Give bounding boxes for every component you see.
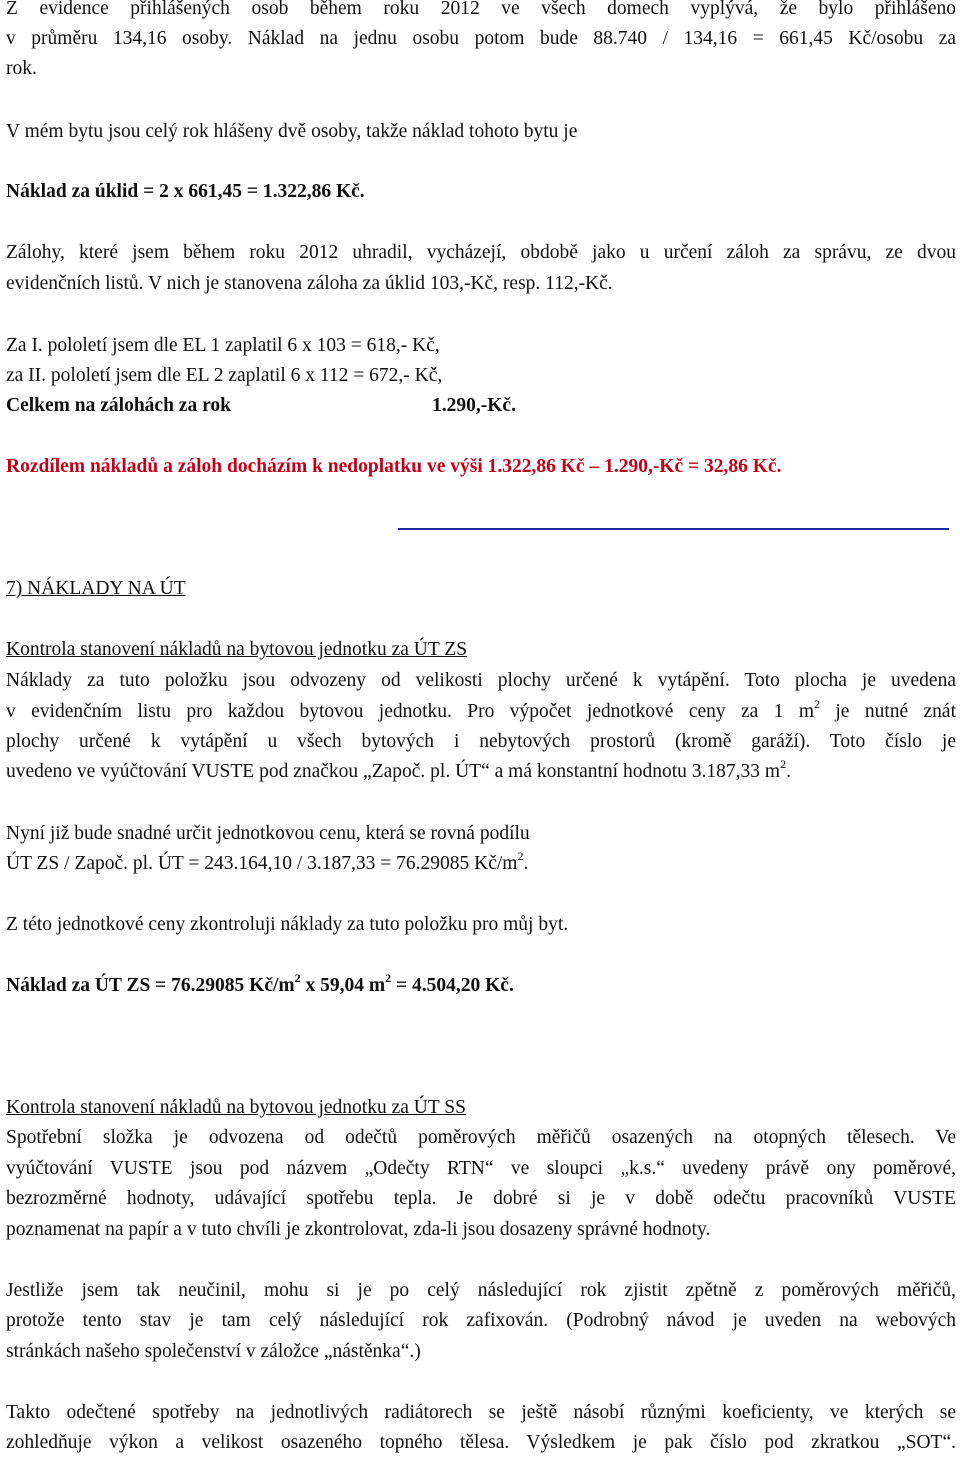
paragraph-line: Zálohy, které jsem během roku 2012 uhradil, vycházejí, obdobě jako u určení záloh za správu, ze dvou — [6, 242, 956, 263]
subsection-heading: Kontrola stanovení nákladů na bytovou jednotku za ÚT ZS — [6, 639, 468, 660]
paragraph-line: v evidenčním listu pro každou bytovou jednotku. Pro výpočet jednotkové ceny za 1 $m^2$ je nutné znát — [6, 696, 956, 722]
advance-line-2: za II. pololetí jsem dle EL 2 zaplatil 6 x 112 = 672,- Kč, — [6, 365, 443, 386]
paragraph-line: evidenčních listů. V nich je stanovena záloha za úklid 103,-Kč, resp. 112,-Kč. — [6, 273, 613, 294]
paragraph-line: ÚT ZS / Započ. pl. ÚT = 243.164,10 / 3.187,33 = 76.29085 $Kč/m^2$. — [6, 848, 529, 874]
paragraph-line: Náklady za tuto položku jsou odvozeny od velikosti plochy určené k vytápění. Toto plocha je uvedena — [6, 670, 956, 691]
paragraph-line: plochy určené k vytápění u všech bytových i nebytových prostorů (kromě garáží). Toto číslo je — [6, 731, 956, 752]
paragraph-line: V mém bytu jsou celý rok hlášeny dvě osoby, takže náklad tohoto bytu je — [6, 121, 578, 142]
paragraph-line: poznamenat na papír a v tuto chvíli je zkontrolovat, zda-li jsou dosazeny správné hodnoty. — [6, 1219, 711, 1240]
paragraph-line: Takto odečtené spotřeby na jednotlivých radiátorech se ještě násobí různými koeficienty, ve kterých se — [6, 1402, 956, 1423]
paragraph-line: Z této jednotkové ceny zkontroluji náklady za tuto položku pro můj byt. — [6, 914, 569, 935]
separator-line — [398, 528, 949, 530]
paragraph-line: rok. — [6, 58, 37, 79]
paragraph-line: Spotřební složka je odvozena od odečtů poměrových měřičů osazených na otopných tělesech. Ve — [6, 1127, 956, 1148]
paragraph-line: Nyní již bude snadné určit jednotkovou cenu, která se rovná podílu — [6, 823, 530, 844]
paragraph-line: v průměru 134,16 osoby. Náklad na jednu osobu potom bude 88.740 / 134,16 = 661,45 Kč/osobu za — [6, 28, 956, 49]
paragraph-line: uvedeno ve vyúčtování VUSTE pod značkou „Započ. pl. ÚT“ a má konstantní hodnotu 3.187,33 $m^2$. — [6, 756, 791, 782]
paragraph-line: zohledňuje výkon a velikost osazeného topného tělesa. Výsledkem je pak číslo pod zkratkou „SOT“. — [6, 1432, 956, 1453]
paragraph-line: bezrozměrné hodnoty, udávající spotřebu tepla. Je dobré si je v době odečtu pracovníků VUSTE — [6, 1188, 956, 1209]
cleaning-cost-line: Náklad za úklid = 2 x 661,45 = 1.322,86 Kč. — [6, 181, 365, 202]
paragraph-line: vyúčtování VUSTE jsou pod názvem „Odečty RTN“ ve sloupci „k.s.“ uvedeny právě ony poměrové, — [6, 1158, 956, 1179]
section-title: 7) NÁKLADY NA ÚT — [6, 578, 186, 599]
paragraph-line: Z evidence přihlášených osob během roku 2012 ve všech domech vyplývá, že bylo přihlášeno — [6, 0, 956, 19]
paragraph-line: stránkách našeho společenství v záložce „nástěnka“.) — [6, 1341, 421, 1362]
difference-line: Rozdílem nákladů a záloh docházím k nedoplatku ve výši 1.322,86 Kč – 1.290,-Kč = 32,86 Kč. — [6, 456, 782, 477]
subsection-heading: Kontrola stanovení nákladů na bytovou jednotku za ÚT SS — [6, 1097, 466, 1118]
advance-total-label: Celkem na zálohách za rok — [6, 395, 231, 416]
advance-line-1: Za I. pololetí jsem dle EL 1 zaplatil 6 x 103 = 618,- Kč, — [6, 335, 440, 356]
paragraph-line: Jestliže jsem tak neučinil, mohu si je po celý následující rok zjistit zpětně z poměrových měřičů, — [6, 1280, 956, 1301]
paragraph-line: protože tento stav je tam celý následující rok zafixován. (Podrobný návod je uveden na webových — [6, 1310, 956, 1331]
advance-total-value: 1.290,-Kč. — [432, 395, 516, 416]
heating-cost-line: Náklad za ÚT ZS = 76.29085 $Kč/m^2$ x 59,04 $m^2 = 4.504,20$ Kč. — [6, 970, 514, 996]
